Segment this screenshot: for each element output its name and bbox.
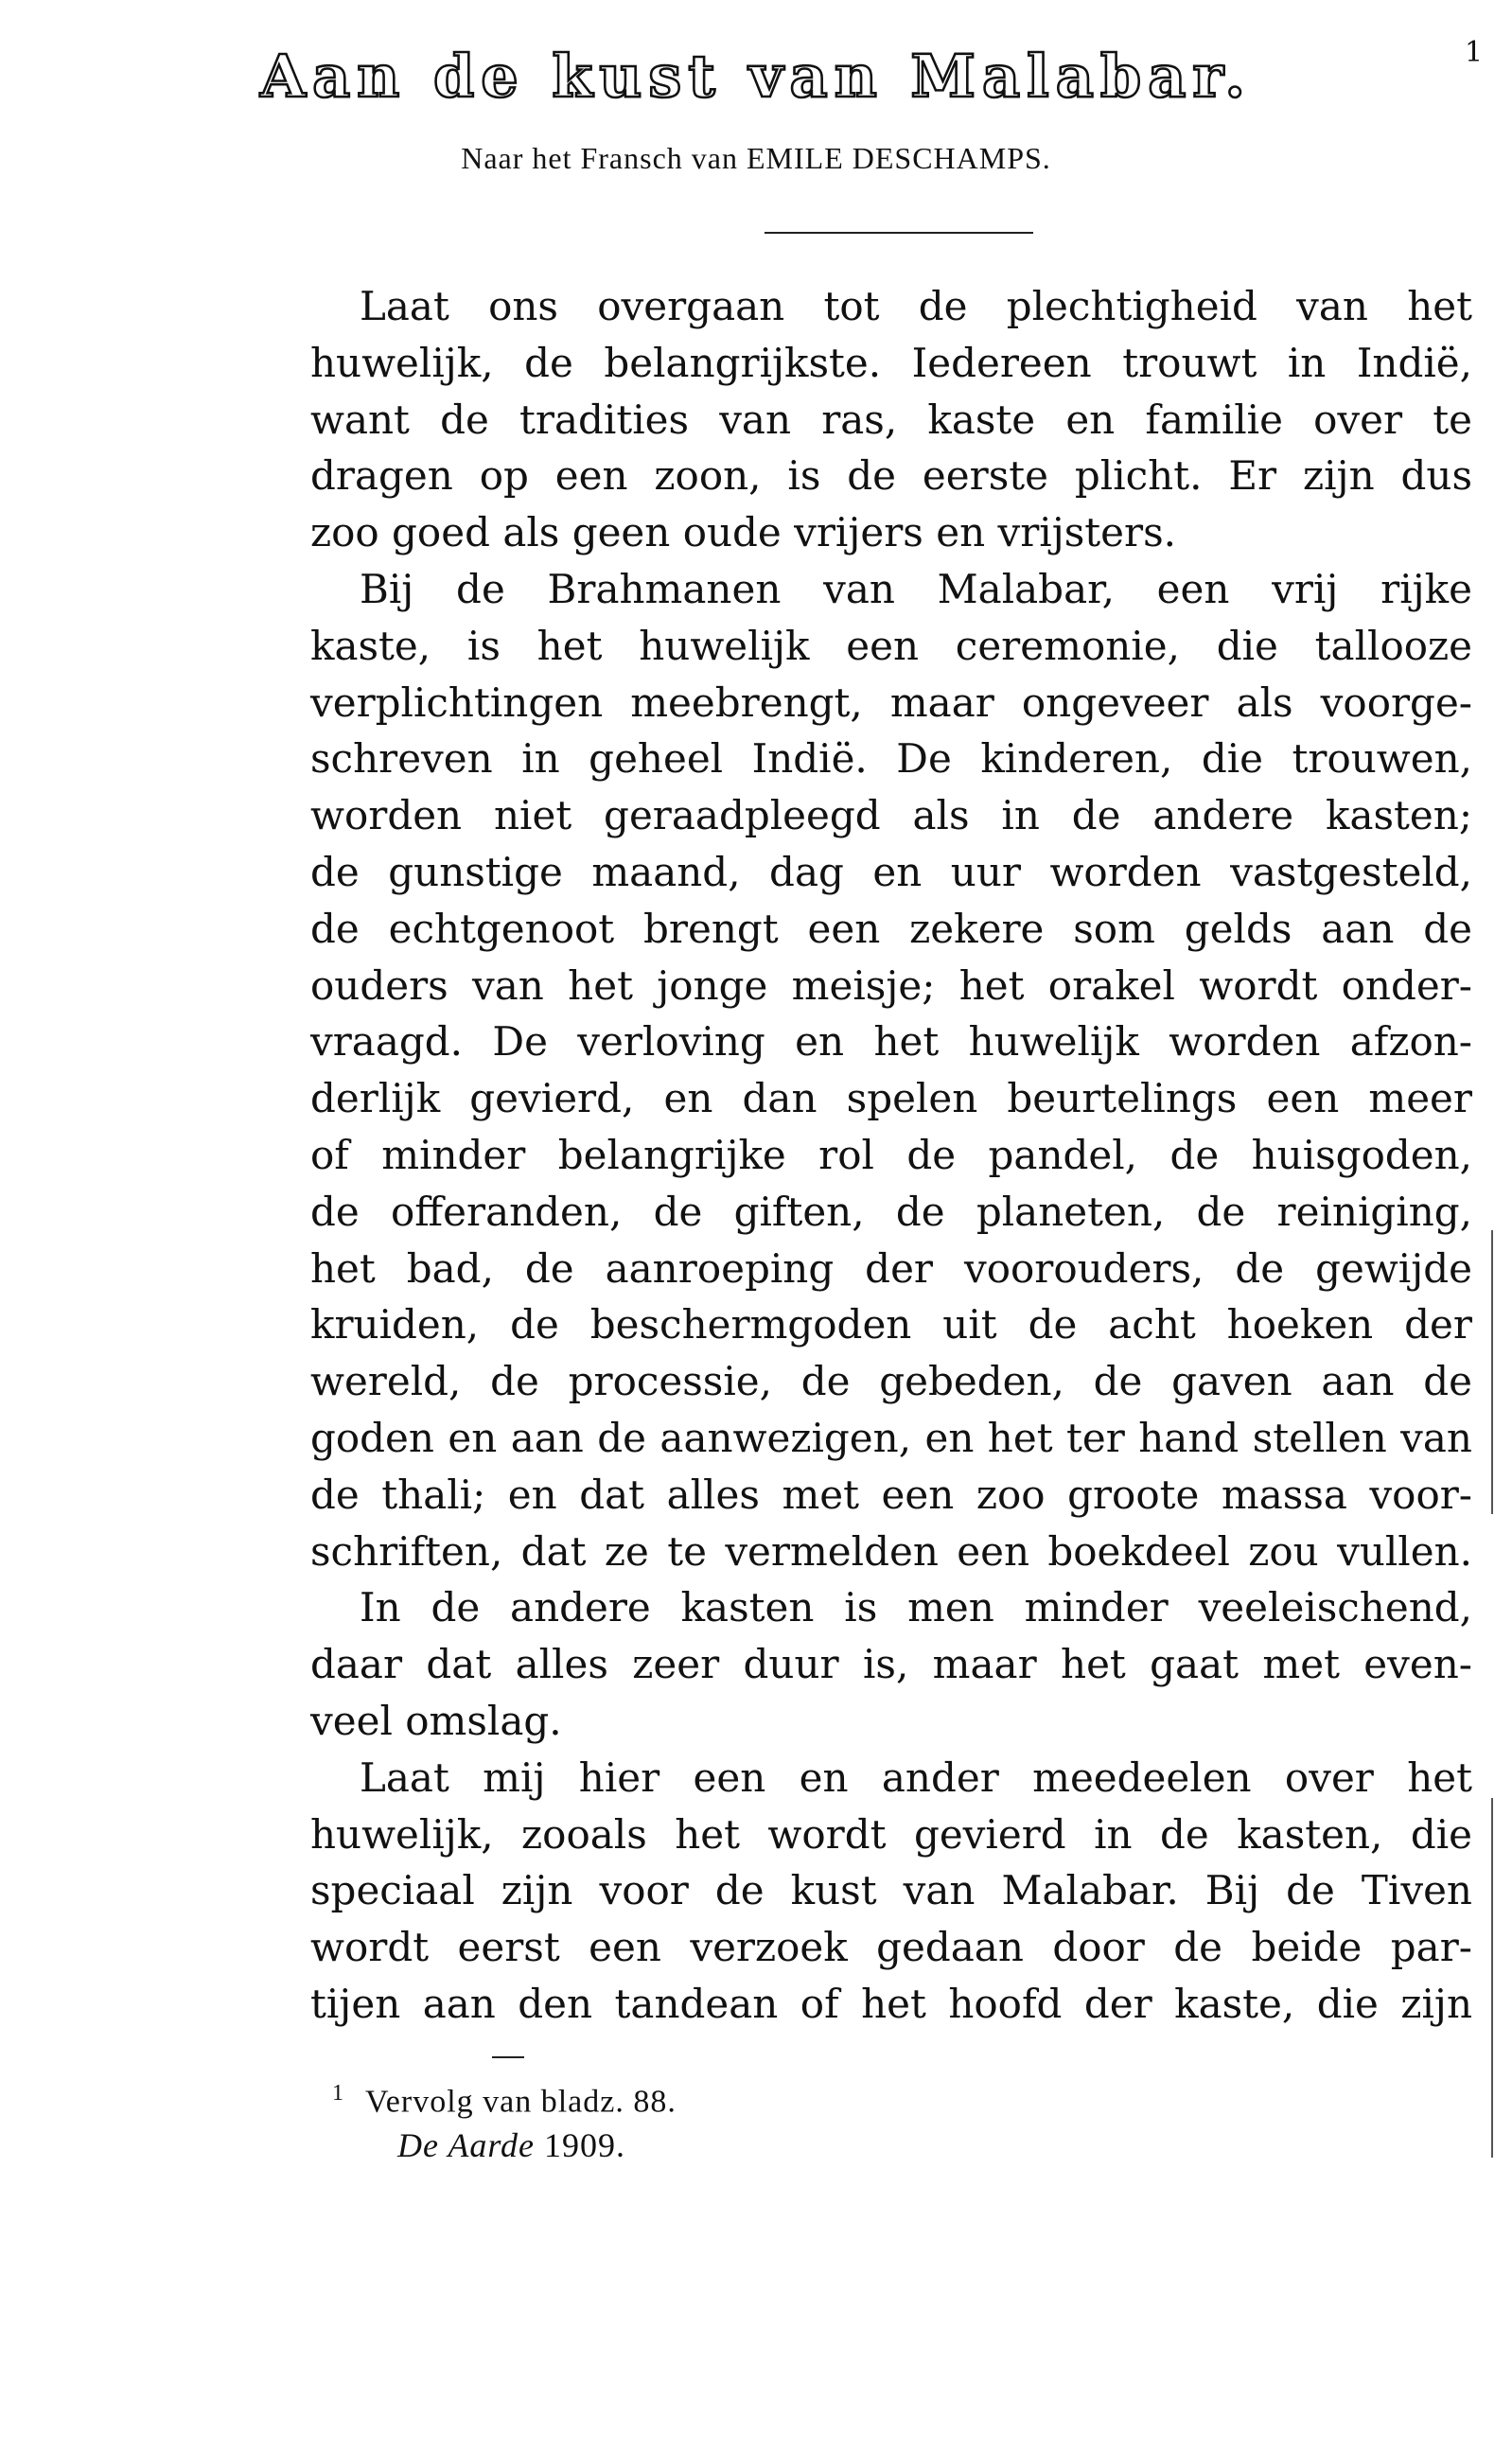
scan-edge-mark (1491, 1230, 1493, 1514)
text-line: verplichtingen meebrengt, maar ongeveer als voorge- (310, 679, 1472, 726)
text-line: derlijk gevierd, en dan spelen beurtelings een meer (310, 1075, 1472, 1122)
footnote (332, 2072, 677, 2123)
text-line: de echtgenoot brengt een zekere som gelds aan de (310, 905, 1472, 952)
text-line: wereld, de processie, de gebeden, de gaven aan de (310, 1358, 1472, 1405)
text-line: het bad, de aanroeping der voorouders, de gewijde (310, 1244, 1472, 1292)
title-text: Aan de kust van Malabar. (260, 42, 1252, 111)
text-line: wordt eerst een verzoek gedaan door de beide par- (310, 1924, 1472, 1971)
text-line: zoo goed als geen oude vrijers en vrijsters. (310, 509, 1176, 556)
text-line: huwelijk, de belangrijkste. Iedereen trouwt in Indië, (310, 339, 1472, 386)
text-line: dragen op een zoon, is de eerste plicht. Er zijn dus (310, 452, 1472, 500)
footnote-mark: 1 (332, 2081, 344, 2106)
text-line: Bij de Brahmanen van Malabar, een vrij rijke (360, 565, 1472, 612)
text-line: Laat mij hier een en ander meedeelen over het (360, 1754, 1472, 1801)
text-line: daar dat alles zeer duur is, maar het gaat met even- (310, 1641, 1472, 1688)
text-line: In de andere kasten is men minder veeleischend, (360, 1584, 1472, 1631)
text-line: of minder belangrijke rol de pandel, de huisgoden, (310, 1131, 1472, 1178)
text-line: ouders van het jonge meisje; het orakel wordt onder- (310, 961, 1472, 1009)
title-footnote-mark: 1 (1465, 36, 1484, 69)
text-line: de thali; en dat alles met een zoo groote massa voor- (310, 1471, 1472, 1518)
text-line: Laat ons overgaan tot de plechtigheid van het (360, 283, 1472, 329)
title-divider (765, 232, 1033, 234)
footnote-divider (492, 2056, 524, 2058)
page-title (0, 34, 1512, 119)
text-line: huwelijk, zooals het wordt gevierd in de kasten, die (310, 1810, 1472, 1858)
text-line: vraagd. De verloving en het huwelijk worden afzon- (310, 1018, 1472, 1066)
source-line (397, 2124, 625, 2167)
article-body (310, 278, 1472, 2033)
footnote-text: Vervolg van bladz. 88. (365, 2084, 677, 2120)
text-line: want de tradities van ras, kaste en familie over te (310, 396, 1472, 443)
journal-year: 1909. (543, 2126, 625, 2164)
text-line: de gunstige maand, dag en uur worden vastgesteld, (310, 848, 1472, 895)
text-line: schriften, dat ze te vermelden een boekdeel zou vullen. (310, 1527, 1472, 1575)
text-line: veel omslag. (310, 1697, 562, 1744)
text-line: goden en aan de aanwezigen, en het ter hand stellen van (310, 1414, 1472, 1461)
text-line: kruiden, de beschermgoden uit de acht hoeken der (310, 1301, 1472, 1348)
text-line: kaste, is het huwelijk een ceremonie, die tallooze (310, 622, 1472, 669)
text-line: schreven in geheel Indië. De kinderen, die trouwen, (310, 735, 1472, 783)
journal-name: De Aarde (397, 2126, 535, 2164)
subtitle: Naar het Fransch van EMILE DESCHAMPS. (461, 141, 1051, 175)
scan-edge-mark (1491, 1798, 1493, 2158)
text-line: speciaal zijn voor de kust van Malabar. Bij de Tiven (310, 1867, 1472, 1914)
text-line: tijen aan den tandean of het hoofd der kaste, die zijn (310, 1980, 1472, 2027)
text-line: worden niet geraadpleegd als in de andere kasten; (310, 792, 1472, 839)
text-line: de offeranden, de giften, de planeten, de reiniging, (310, 1188, 1472, 1235)
